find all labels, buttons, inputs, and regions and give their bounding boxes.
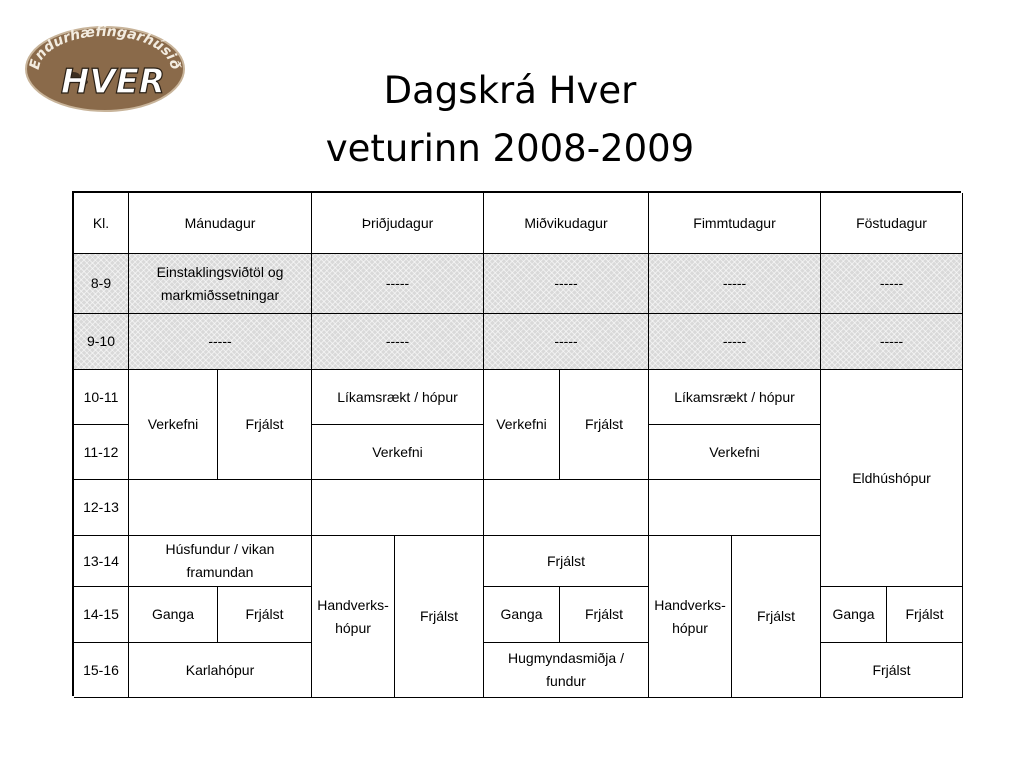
- logo-arc-text: Endurhæfingarhúsið: [26, 26, 184, 72]
- cell-mon-frjalst: Frjálst: [218, 370, 312, 480]
- cell-tue-frjalst: Frjálst: [395, 536, 484, 698]
- cell-wed-14-15-ganga: Ganga: [484, 587, 560, 643]
- cell-fri-8-9: -----: [821, 254, 963, 314]
- cell-thu-9-10: -----: [649, 314, 821, 370]
- header-friday: Föstudagur: [821, 193, 963, 254]
- page-title: [250, 62, 770, 178]
- hver-logo: [25, 26, 185, 112]
- cell-wed-9-10: -----: [484, 314, 649, 370]
- cell-fri-14-15-ganga: Ganga: [821, 587, 887, 643]
- cell-fri-14-15-frjalst: Frjálst: [887, 587, 963, 643]
- cell-wed-14-15-frjalst: Frjálst: [560, 587, 649, 643]
- cell-wed-verkefni: Verkefni: [484, 370, 560, 480]
- cell-mon-14-15-ganga: Ganga: [129, 587, 218, 643]
- header-time: Kl.: [74, 193, 129, 254]
- time-15-16: 15-16: [74, 643, 129, 698]
- cell-wed-13-14: Frjálst: [484, 536, 649, 587]
- cell-fri-9-10: -----: [821, 314, 963, 370]
- cell-tue-11-12: Verkefni: [312, 425, 484, 480]
- cell-tue-10-11: Líkamsrækt / hópur: [312, 370, 484, 425]
- title-line-1: Dagskrá Hver: [383, 69, 637, 112]
- cell-fri-eldhushopur: Eldhúshópur: [821, 370, 963, 587]
- logo-main-text: HVER: [60, 62, 166, 102]
- time-8-9: 8-9: [74, 254, 129, 314]
- schedule-table: [72, 191, 961, 696]
- cell-thu-8-9: -----: [649, 254, 821, 314]
- cell-thu-12-13: [649, 480, 821, 536]
- cell-mon-15-16: Karlahópur: [129, 643, 312, 698]
- header-wednesday: Miðvikudagur: [484, 193, 649, 254]
- cell-tue-12-13: [312, 480, 484, 536]
- cell-tue-8-9: -----: [312, 254, 484, 314]
- header-thursday: Fimmtudagur: [649, 193, 821, 254]
- time-14-15: 14-15: [74, 587, 129, 643]
- cell-wed-15-16: Hugmyndasmiðja / fundur: [484, 643, 649, 698]
- header-tuesday: Þriðjudagur: [312, 193, 484, 254]
- cell-wed-frjalst: Frjálst: [560, 370, 649, 480]
- cell-wed-12-13: [484, 480, 649, 536]
- cell-mon-14-15-frjalst: Frjálst: [218, 587, 312, 643]
- time-11-12: 11-12: [74, 425, 129, 480]
- cell-mon-9-10: -----: [129, 314, 312, 370]
- cell-tue-handverks: Handverks-hópur: [312, 536, 395, 698]
- time-10-11: 10-11: [74, 370, 129, 425]
- cell-thu-handverks: Handverks-hópur: [649, 536, 732, 698]
- time-13-14: 13-14: [74, 536, 129, 587]
- time-9-10: 9-10: [74, 314, 129, 370]
- title-line-2: veturinn 2008-2009: [325, 127, 695, 170]
- cell-tue-9-10: -----: [312, 314, 484, 370]
- cell-mon-12-13: [129, 480, 312, 536]
- cell-thu-frjalst: Frjálst: [732, 536, 821, 698]
- time-12-13: 12-13: [74, 480, 129, 536]
- cell-fri-15-16: Frjálst: [821, 643, 963, 698]
- cell-mon-13-14: Húsfundur / vikan framundan: [129, 536, 312, 587]
- cell-mon-8-9: Einstaklingsviðtöl og markmiðssetningar: [129, 254, 312, 314]
- cell-wed-8-9: -----: [484, 254, 649, 314]
- cell-mon-verkefni: Verkefni: [129, 370, 218, 480]
- cell-thu-10-11: Líkamsrækt / hópur: [649, 370, 821, 425]
- cell-thu-11-12: Verkefni: [649, 425, 821, 480]
- header-monday: Mánudagur: [129, 193, 312, 254]
